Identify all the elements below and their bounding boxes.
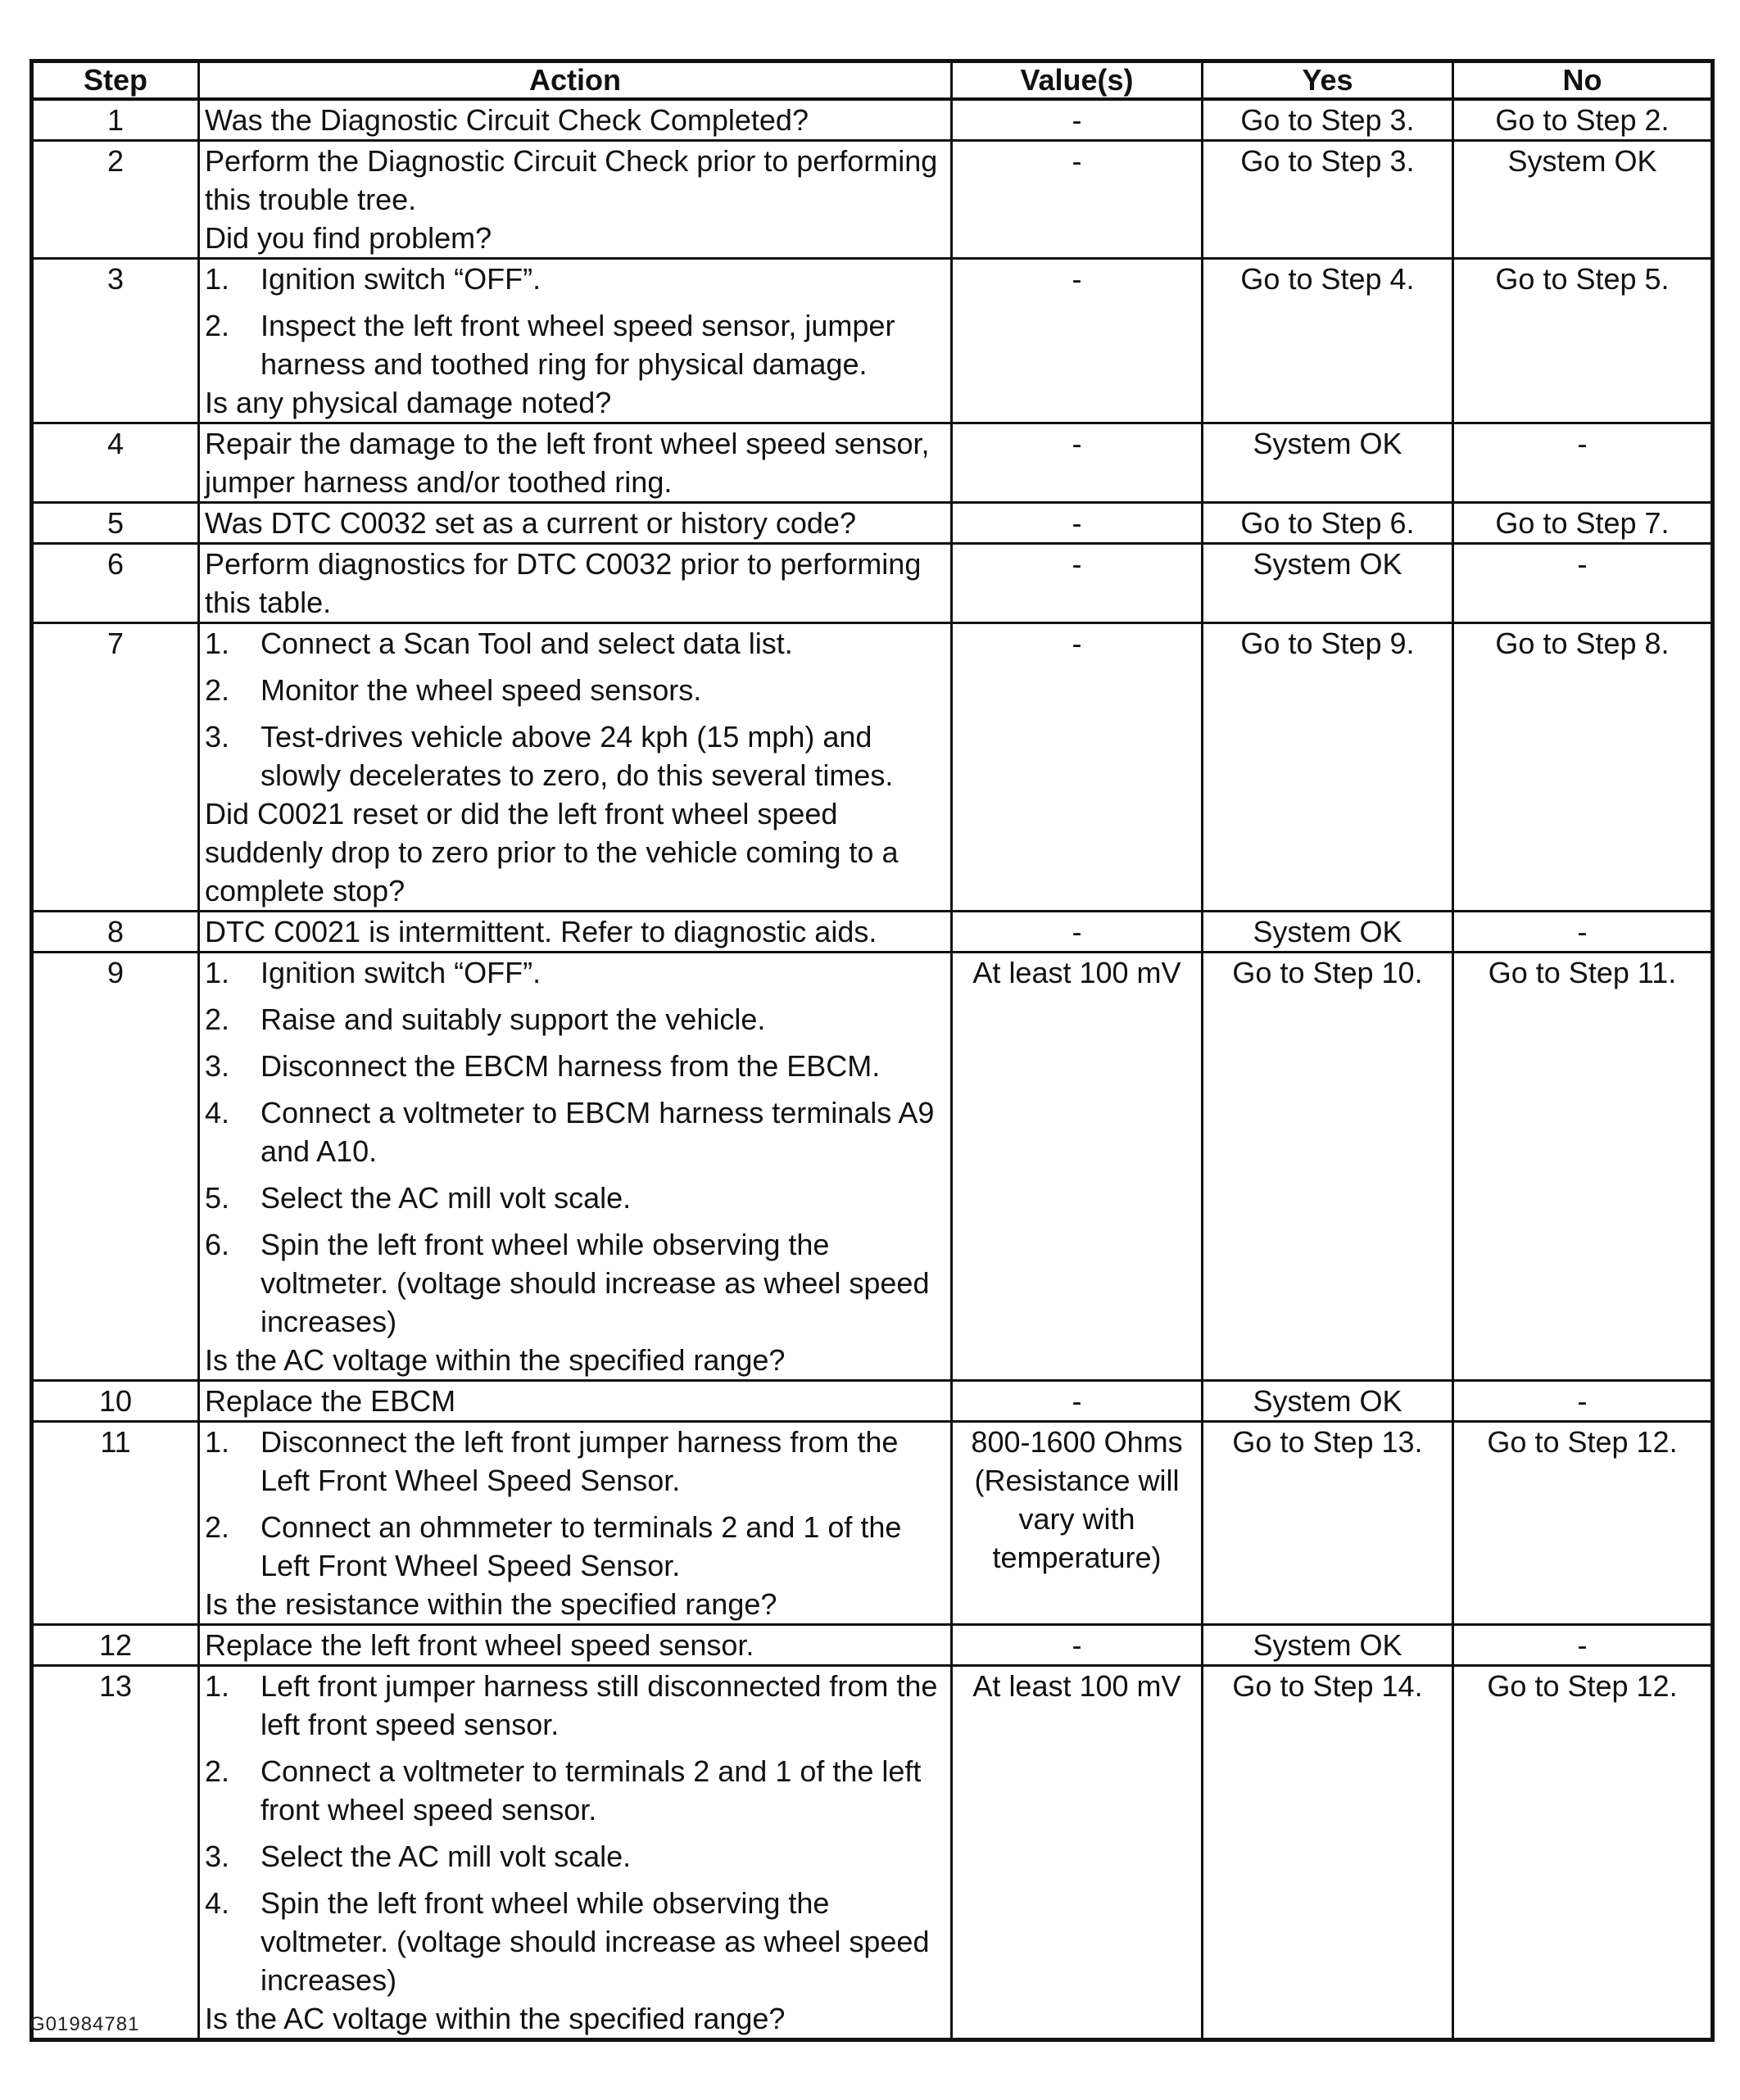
yes-cell: System OK — [1203, 1381, 1453, 1422]
table-row — [32, 1422, 1713, 1625]
action-step-item — [205, 1752, 945, 1829]
action-text: Replace the left front wheel speed sensor. — [205, 1628, 754, 1662]
action-question: Is the AC voltage within the specified range? — [205, 1343, 786, 1377]
action-step-item — [205, 1837, 945, 1876]
action-cell — [199, 623, 952, 912]
action-cell — [199, 544, 952, 623]
action-step-text: Monitor the wheel speed sensors. — [261, 673, 702, 707]
step-number: 11 — [32, 1422, 199, 1625]
action-question: Is the resistance within the specified range? — [205, 1587, 777, 1621]
no-cell: - — [1453, 544, 1713, 623]
action-step-list — [205, 260, 945, 383]
table-header-row — [32, 61, 1713, 100]
no-cell: - — [1453, 912, 1713, 953]
value-cell: - — [952, 423, 1203, 503]
step-number: 13 — [32, 1666, 199, 2040]
action-step-number: 1. — [205, 627, 230, 660]
action-cell — [199, 141, 952, 259]
action-question: Did C0021 reset or did the left front wheel speed suddenly drop to zero prior to the vehicle coming to a complete stop? — [205, 797, 899, 907]
step-number: 4 — [32, 423, 199, 503]
action-cell — [199, 953, 952, 1381]
action-step-item — [205, 1179, 945, 1217]
action-step-text: Inspect the left front wheel speed sensor, jumper harness and toothed ring for physical damage. — [261, 309, 895, 381]
no-cell: Go to Step 2. — [1453, 99, 1713, 141]
action-cell — [199, 503, 952, 544]
table-row — [32, 912, 1713, 953]
action-step-item — [205, 306, 945, 383]
yes-cell: Go to Step 14. — [1203, 1666, 1453, 2040]
action-step-number: 1. — [205, 956, 230, 989]
value-cell: 800-1600 Ohms (Resistance will vary with temperature) — [952, 1422, 1203, 1625]
action-step-item — [205, 1508, 945, 1585]
value-cell: - — [952, 99, 1203, 141]
header-values: Value(s) — [952, 61, 1203, 100]
action-question: Is any physical damage noted? — [205, 386, 612, 419]
table-row — [32, 1625, 1713, 1666]
action-text: Perform the Diagnostic Circuit Check prior to performing this trouble tree. — [205, 144, 938, 216]
value-cell: - — [952, 623, 1203, 912]
header-action: Action — [199, 61, 952, 100]
step-number: 12 — [32, 1625, 199, 1666]
action-question: Is the AC voltage within the specified range? — [205, 2002, 786, 2035]
yes-cell: Go to Step 9. — [1203, 623, 1453, 912]
value-cell: - — [952, 1625, 1203, 1666]
yes-cell: Go to Step 6. — [1203, 503, 1453, 544]
value-cell: - — [952, 1381, 1203, 1422]
header-yes: Yes — [1203, 61, 1453, 100]
value-cell: - — [952, 912, 1203, 953]
action-text: Perform diagnostics for DTC C0032 prior to performing this table. — [205, 547, 922, 619]
action-step-number: 3. — [205, 720, 230, 754]
action-step-text: Raise and suitably support the vehicle. — [261, 1002, 766, 1036]
table-row — [32, 623, 1713, 912]
action-step-number: 1. — [205, 1425, 230, 1459]
action-text: Was DTC C0032 set as a current or history code? — [205, 506, 856, 540]
action-text: Replace the EBCM — [205, 1384, 456, 1418]
no-cell: System OK — [1453, 141, 1713, 259]
action-step-number: 6. — [205, 1228, 230, 1261]
action-step-item — [205, 671, 945, 709]
action-step-item — [205, 1225, 945, 1341]
action-step-text: Connect a voltmeter to EBCM harness terminals A9 and A10. — [261, 1096, 935, 1168]
step-number: 9 — [32, 953, 199, 1381]
action-step-number: 2. — [205, 1510, 230, 1544]
step-number: 6 — [32, 544, 199, 623]
table-row — [32, 1666, 1713, 2040]
action-step-number: 2. — [205, 673, 230, 707]
table-row — [32, 503, 1713, 544]
step-number: 3 — [32, 259, 199, 423]
header-step: Step — [32, 61, 199, 100]
action-cell — [199, 259, 952, 423]
action-step-list — [205, 953, 945, 1341]
step-number: 5 — [32, 503, 199, 544]
action-text: Was the Diagnostic Circuit Check Completed? — [205, 103, 809, 137]
no-cell: Go to Step 5. — [1453, 259, 1713, 423]
action-step-item — [205, 953, 945, 992]
yes-cell: Go to Step 3. — [1203, 141, 1453, 259]
table-row — [32, 423, 1713, 503]
action-step-text: Left front jumper harness still disconnected from the left front speed sensor. — [261, 1669, 938, 1741]
action-step-list — [205, 624, 945, 794]
action-step-list — [205, 1667, 945, 1999]
table-row — [32, 259, 1713, 423]
yes-cell: Go to Step 4. — [1203, 259, 1453, 423]
action-cell — [199, 912, 952, 953]
step-number: 7 — [32, 623, 199, 912]
diagnostic-table — [29, 59, 1715, 2042]
action-step-text: Test-drives vehicle above 24 kph (15 mph) and slowly decelerates to zero, do this several times. — [261, 720, 894, 792]
step-number: 10 — [32, 1381, 199, 1422]
action-text: DTC C0021 is intermittent. Refer to diagnostic aids. — [205, 915, 877, 948]
no-cell: Go to Step 12. — [1453, 1422, 1713, 1625]
action-cell — [199, 1666, 952, 2040]
table-row — [32, 544, 1713, 623]
value-cell: - — [952, 544, 1203, 623]
yes-cell: System OK — [1203, 1625, 1453, 1666]
yes-cell: Go to Step 3. — [1203, 99, 1453, 141]
table-row — [32, 99, 1713, 141]
action-step-number: 1. — [205, 262, 230, 296]
table-body — [32, 99, 1713, 2040]
action-step-number: 2. — [205, 309, 230, 342]
action-step-text: Select the AC mill volt scale. — [261, 1840, 632, 1873]
value-cell: - — [952, 259, 1203, 423]
yes-cell: Go to Step 13. — [1203, 1422, 1453, 1625]
action-step-text: Connect an ohmmeter to terminals 2 and 1 of the Left Front Wheel Speed Sensor. — [261, 1510, 902, 1582]
no-cell: Go to Step 12. — [1453, 1666, 1713, 2040]
value-cell: At least 100 mV — [952, 1666, 1203, 2040]
no-cell: Go to Step 7. — [1453, 503, 1713, 544]
no-cell: Go to Step 11. — [1453, 953, 1713, 1381]
step-number: 1 — [32, 99, 199, 141]
action-step-item — [205, 1884, 945, 1999]
action-step-item — [205, 260, 945, 298]
action-step-item — [205, 1047, 945, 1085]
action-step-text: Spin the left front wheel while observing the voltmeter. (voltage should increase as wheel speed increases) — [261, 1886, 930, 1997]
action-step-item — [205, 1667, 945, 1744]
action-text: Did you find problem? — [205, 221, 492, 255]
action-step-item — [205, 624, 945, 663]
step-number: 8 — [32, 912, 199, 953]
action-step-text: Disconnect the left front jumper harness from the Left Front Wheel Speed Sensor. — [261, 1425, 899, 1497]
action-step-number: 2. — [205, 1002, 230, 1036]
action-step-text: Ignition switch “OFF”. — [261, 956, 541, 989]
action-step-number: 5. — [205, 1181, 230, 1215]
value-cell: - — [952, 141, 1203, 259]
action-step-number: 4. — [205, 1096, 230, 1129]
table-row — [32, 141, 1713, 259]
action-cell — [199, 1422, 952, 1625]
action-cell — [199, 1625, 952, 1666]
action-step-number: 1. — [205, 1669, 230, 1703]
value-cell: - — [952, 503, 1203, 544]
header-no: No — [1453, 61, 1713, 100]
action-step-item — [205, 1000, 945, 1039]
action-step-list — [205, 1423, 945, 1585]
action-step-number: 3. — [205, 1840, 230, 1873]
yes-cell: System OK — [1203, 544, 1453, 623]
value-cell: At least 100 mV — [952, 953, 1203, 1381]
yes-cell: System OK — [1203, 423, 1453, 503]
action-step-number: 4. — [205, 1886, 230, 1920]
no-cell: Go to Step 8. — [1453, 623, 1713, 912]
action-step-text: Connect a voltmeter to terminals 2 and 1 of the left front wheel speed sensor. — [261, 1754, 922, 1826]
action-step-text: Spin the left front wheel while observing the voltmeter. (voltage should increase as wheel speed increases) — [261, 1228, 930, 1338]
action-step-item — [205, 1423, 945, 1500]
action-step-number: 3. — [205, 1049, 230, 1083]
action-cell — [199, 99, 952, 141]
table-row — [32, 953, 1713, 1381]
action-cell — [199, 1381, 952, 1422]
no-cell: - — [1453, 1625, 1713, 1666]
action-step-text: Select the AC mill volt scale. — [261, 1181, 632, 1215]
action-cell — [199, 423, 952, 503]
action-step-item — [205, 1093, 945, 1170]
action-step-item — [205, 717, 945, 794]
figure-id-label: G01984781 — [29, 2013, 140, 2035]
no-cell: - — [1453, 423, 1713, 503]
step-number: 2 — [32, 141, 199, 259]
action-step-text: Connect a Scan Tool and select data list. — [261, 627, 793, 660]
no-cell: - — [1453, 1381, 1713, 1422]
action-text: Repair the damage to the left front wheel speed sensor, jumper harness and/or toothed ring. — [205, 427, 930, 499]
yes-cell: Go to Step 10. — [1203, 953, 1453, 1381]
yes-cell: System OK — [1203, 912, 1453, 953]
action-step-number: 2. — [205, 1754, 230, 1788]
table-row — [32, 1381, 1713, 1422]
action-step-text: Ignition switch “OFF”. — [261, 262, 541, 296]
action-step-text: Disconnect the EBCM harness from the EBCM. — [261, 1049, 881, 1083]
